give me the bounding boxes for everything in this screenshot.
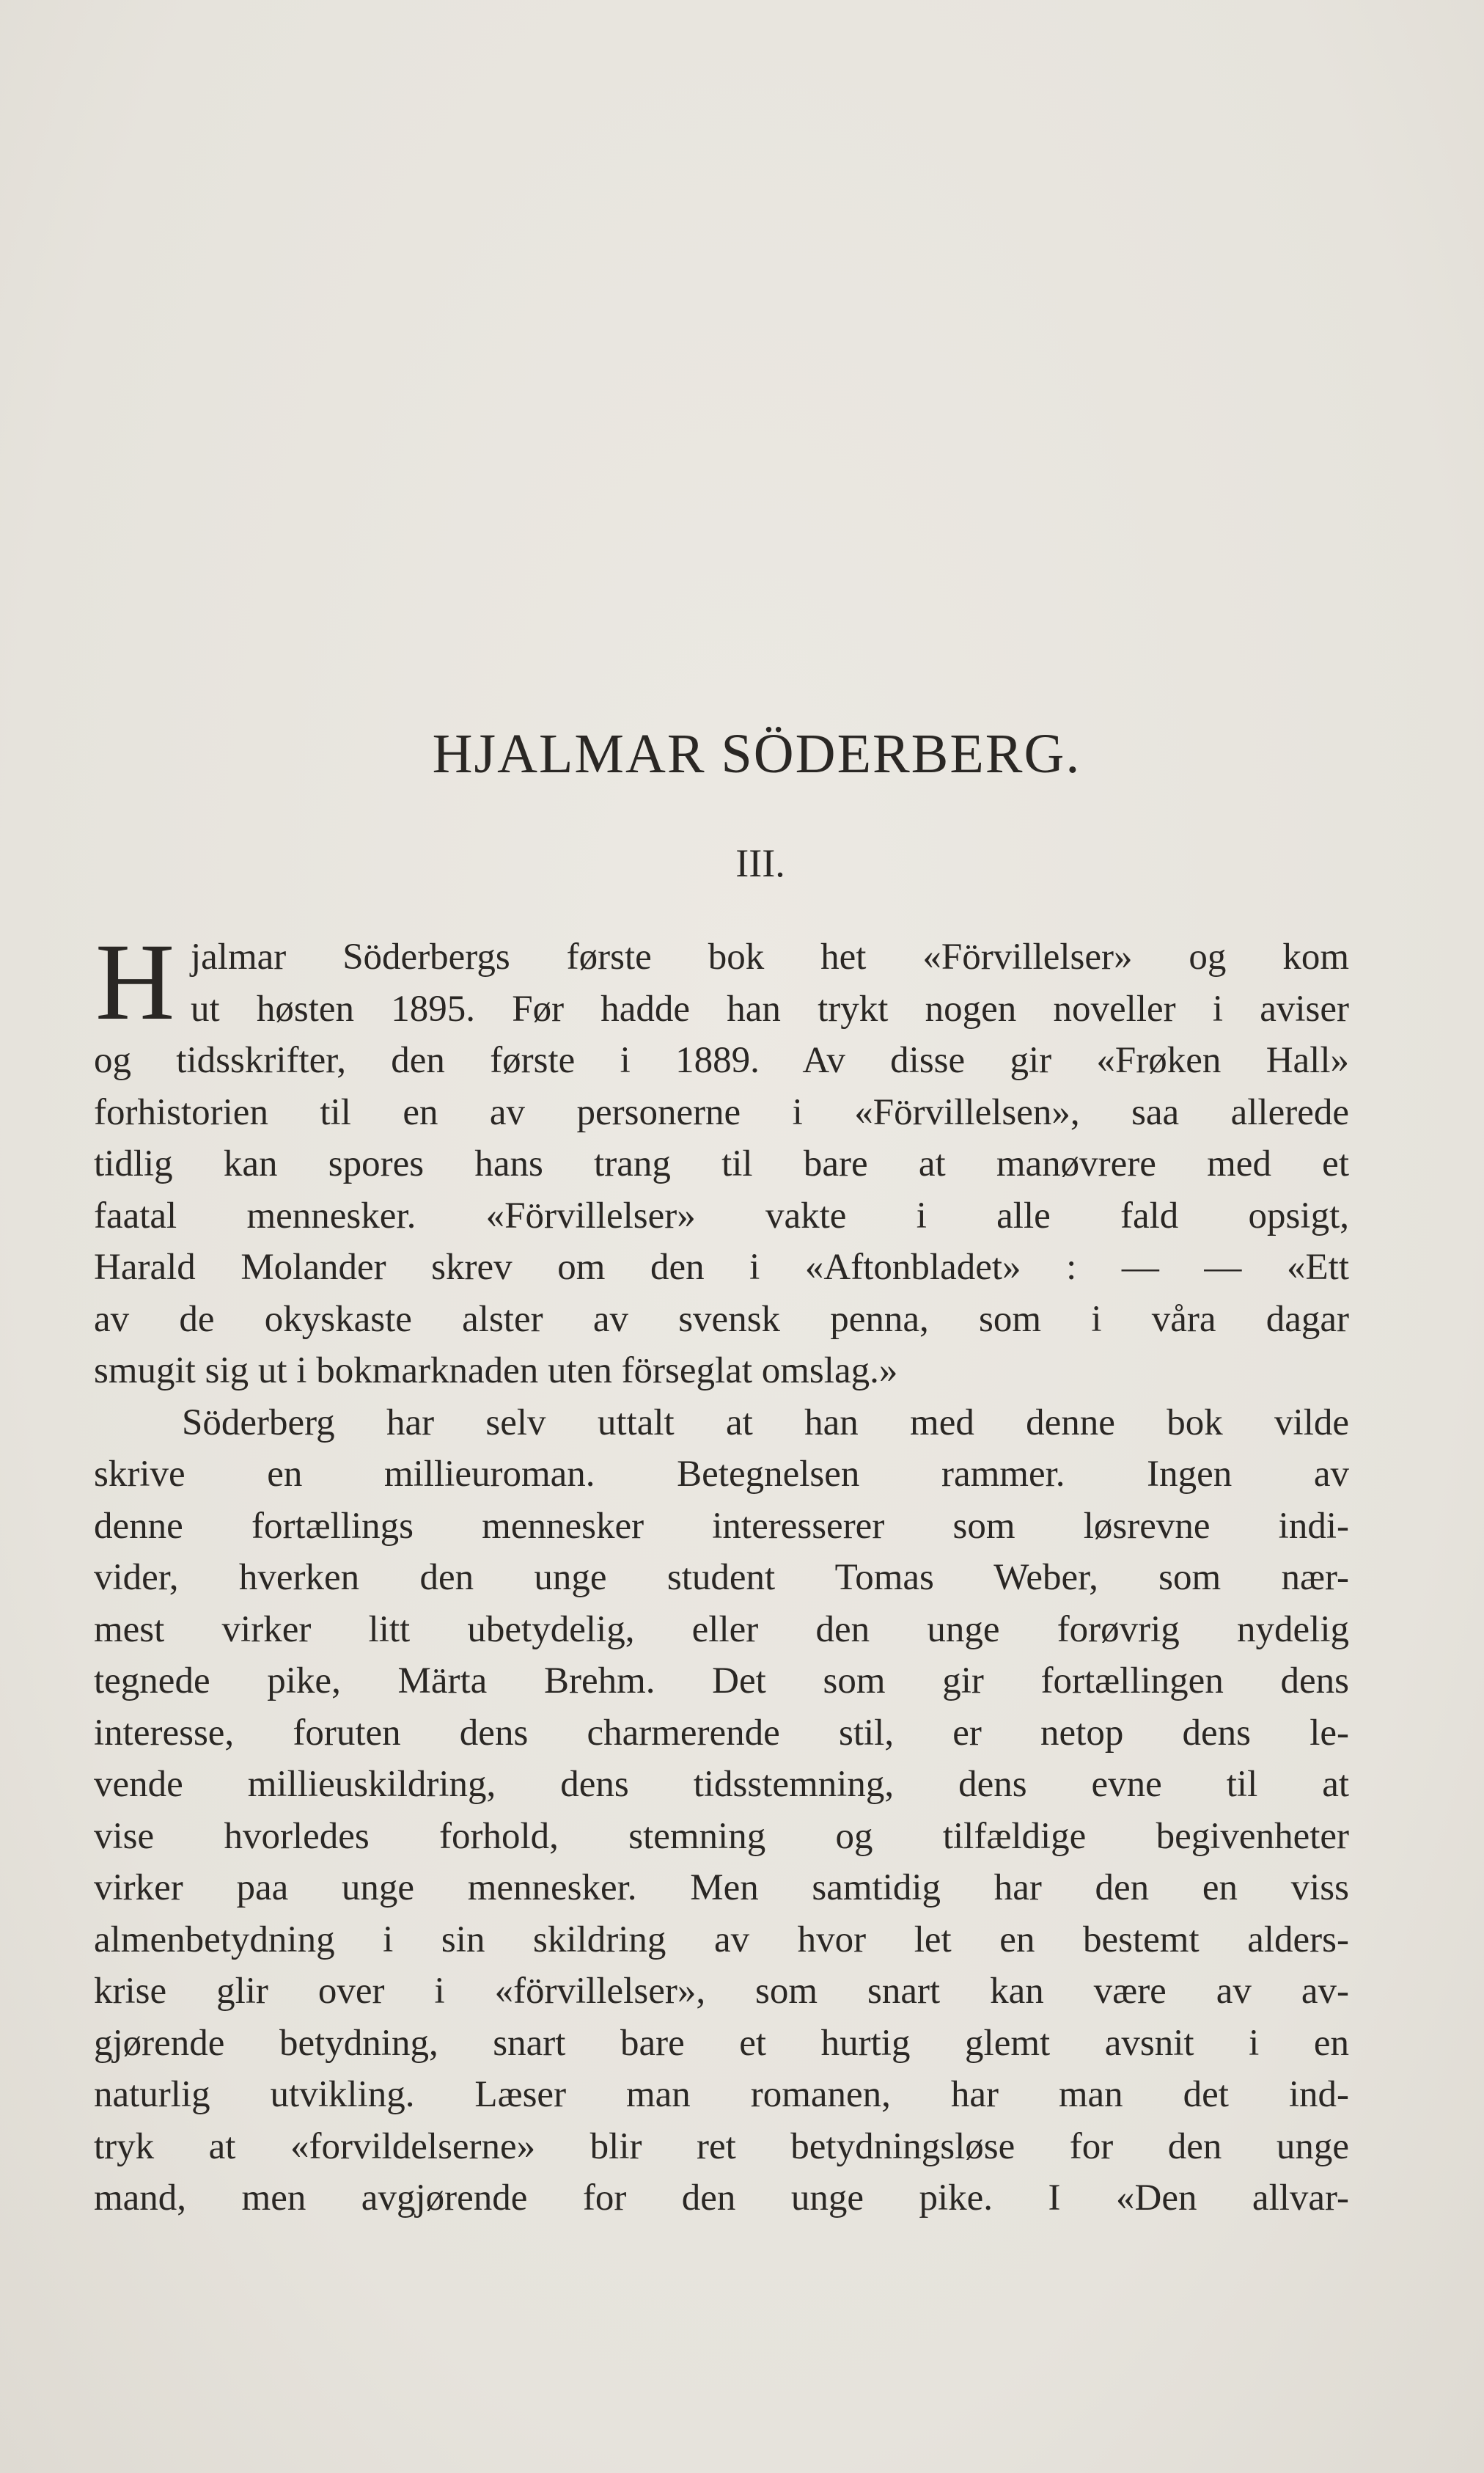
text-line: smugit sig ut i bokmarknaden uten förseglat omslag.» <box>94 1350 898 1391</box>
text-line: naturlig utvikling. Læser man romanen, har man det ind- <box>94 2074 1349 2115</box>
text-line: almenbetydning i sin skildring av hvor let en bestemt alders- <box>94 1919 1349 1960</box>
text-line: mand, men avgjørende for den unge pike. I «Den allvar- <box>94 2177 1349 2219</box>
text-line: virker paa unge mennesker. Men samtidig har den en viss <box>94 1867 1349 1908</box>
text-line: forhistorien til en av personerne i «Förvillelsen», saa allerede <box>94 1091 1349 1133</box>
text-line: tegnede pike, Märta Brehm. Det som gir fortællingen dens <box>94 1660 1349 1701</box>
text-line: jalmar Söderbergs første bok het «Förvillelser» og kom <box>191 937 1349 978</box>
text-line: denne fortællings mennesker interesserer som løsrevne indi- <box>94 1505 1349 1547</box>
text-line: vider, hverken den unge student Tomas Weber, som nær- <box>94 1557 1349 1598</box>
text-line: tryk at «forvildelserne» blir ret betydningsløse for den unge <box>94 2125 1349 2167</box>
text-line: faatal mennesker. «Förvillelser» vakte i alle fald opsigt, <box>94 1195 1349 1236</box>
text-line: interesse, foruten dens charmerende stil, er netop dens le- <box>94 1712 1349 1754</box>
text-line: vende millieuskildring, dens tidsstemning, dens evne til at <box>94 1764 1349 1805</box>
text-line: krise glir over i «förvillelser», som snart kan være av av- <box>94 1971 1349 2012</box>
text-line: gjørende betydning, snart bare et hurtig glemt avsnit i en <box>94 2022 1349 2064</box>
chapter-title: HJALMAR SÖDERBERG. <box>432 723 1081 785</box>
text-line: vise hvorledes forhold, stemning og tilfældige begivenheter <box>94 1815 1349 1857</box>
text-line: Harald Molander skrev om den i «Aftonbladet» : — — «Ett <box>94 1247 1349 1288</box>
drop-cap: H <box>95 921 175 1043</box>
text-line: mest virker litt ubetydelig, eller den unge forøvrig nydelig <box>94 1608 1349 1650</box>
text-line: Söderberg har selv uttalt at han med denne bok vilde <box>182 1402 1349 1443</box>
text-line: og tidsskrifter, den første i 1889. Av disse gir «Frøken Hall» <box>94 1040 1349 1081</box>
text-line: skrive en millieuroman. Betegnelsen rammer. Ingen av <box>94 1454 1349 1495</box>
body-text <box>94 921 1349 2224</box>
text-line: ut høsten 1895. Før hadde han trykt nogen noveller i aviser <box>191 988 1349 1030</box>
text-line: tidlig kan spores hans trang til bare at manøvrere med et <box>94 1143 1349 1184</box>
section-number: III. <box>735 841 785 885</box>
text-line: av de okyskaste alster av svensk penna, som i våra dagar <box>94 1298 1349 1340</box>
